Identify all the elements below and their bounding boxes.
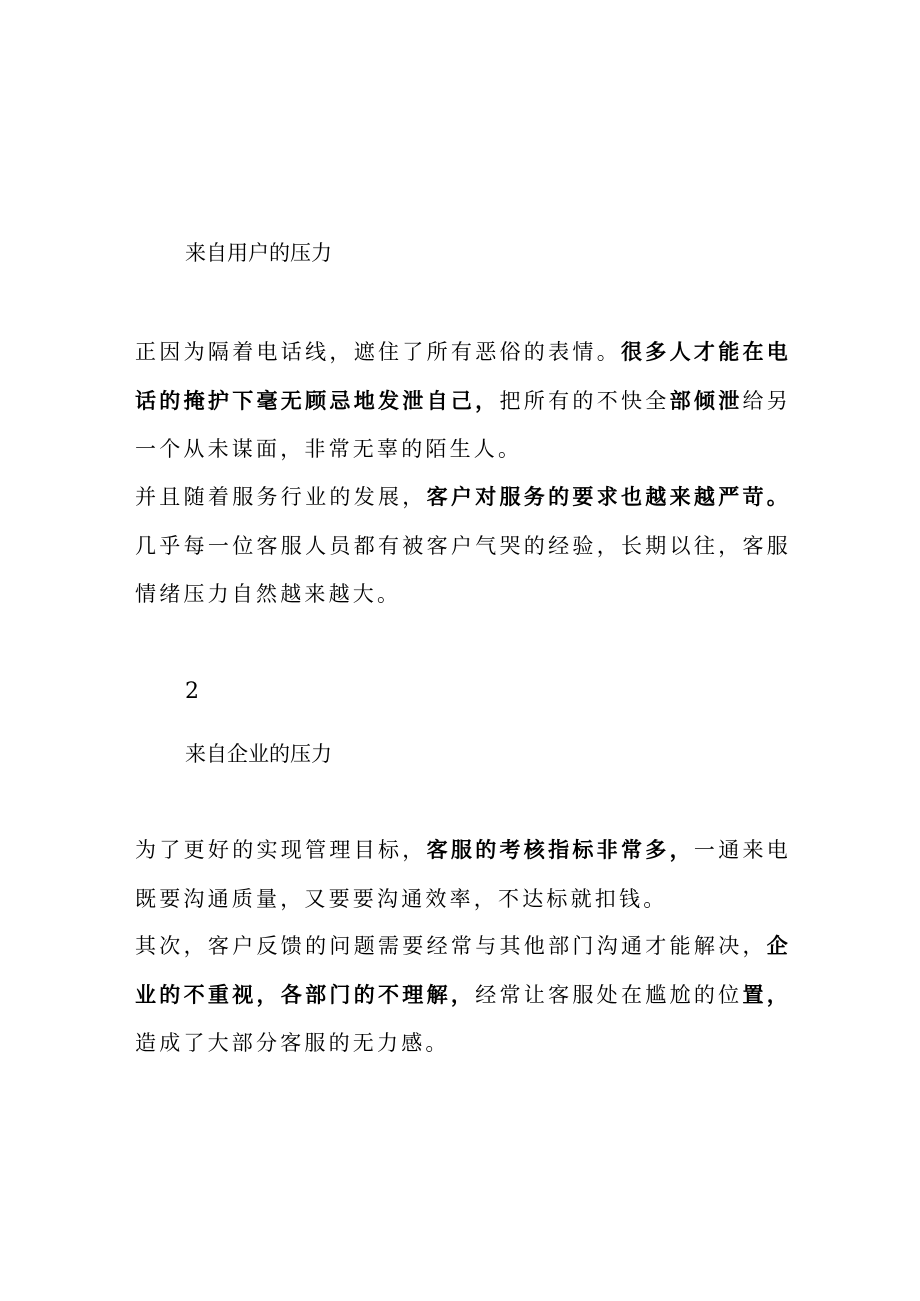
paragraph-company-pressure-2 <box>135 922 791 1068</box>
text-run: 其次，客户反馈的问题需要经常与其他部门沟通才能解决， <box>135 934 767 958</box>
text-run: 造成了大部分客服的无力感。 <box>135 1031 450 1055</box>
paragraph-user-pressure-1 <box>135 328 791 474</box>
text-run: 正因为隔着电话线，遮住了所有恶俗的表情。 <box>135 340 621 364</box>
text-run: 并且随着服务行业的发展， <box>135 485 427 509</box>
paragraph-user-pressure-2 <box>135 473 791 619</box>
text-run: 几乎每一位客服人员都有被客户气哭的经验，长期以往，客服情绪压力自然越来越大。 <box>135 533 791 606</box>
bold-text-run: 客户对服务的要求也越来越严苛。 <box>426 484 792 509</box>
text-run: 为了更好的实现管理目标， <box>135 838 427 862</box>
section-heading-user-pressure: 来自用户的压力 <box>185 241 332 265</box>
bold-text-run: 客服的考核指标非常多， <box>426 837 694 862</box>
bold-text-run: 置， <box>742 981 791 1007</box>
text-run: 经常让客服处在尴尬的位 <box>475 982 743 1007</box>
section-heading-company-pressure: 来自企业的压力 <box>185 742 332 766</box>
paragraph-company-pressure-1 <box>135 826 791 923</box>
text-run: 一通来电既要沟通质量，又要要沟通效率，不达标就扣钱。 <box>135 838 791 911</box>
text-run: 把所有的不快全 <box>499 388 670 413</box>
bold-text-run: 部倾泄 <box>669 387 743 413</box>
bold-text-run: 企业的不重视，各部门的不理解， <box>135 933 791 1007</box>
section-number: 2 <box>185 679 199 704</box>
text-run: 给另一个从未谋面，非常无辜的陌生人。 <box>135 388 791 461</box>
bold-text-run: 很多人才能在电话的掩护下毫无顾忌地发泄自己， <box>135 339 791 413</box>
